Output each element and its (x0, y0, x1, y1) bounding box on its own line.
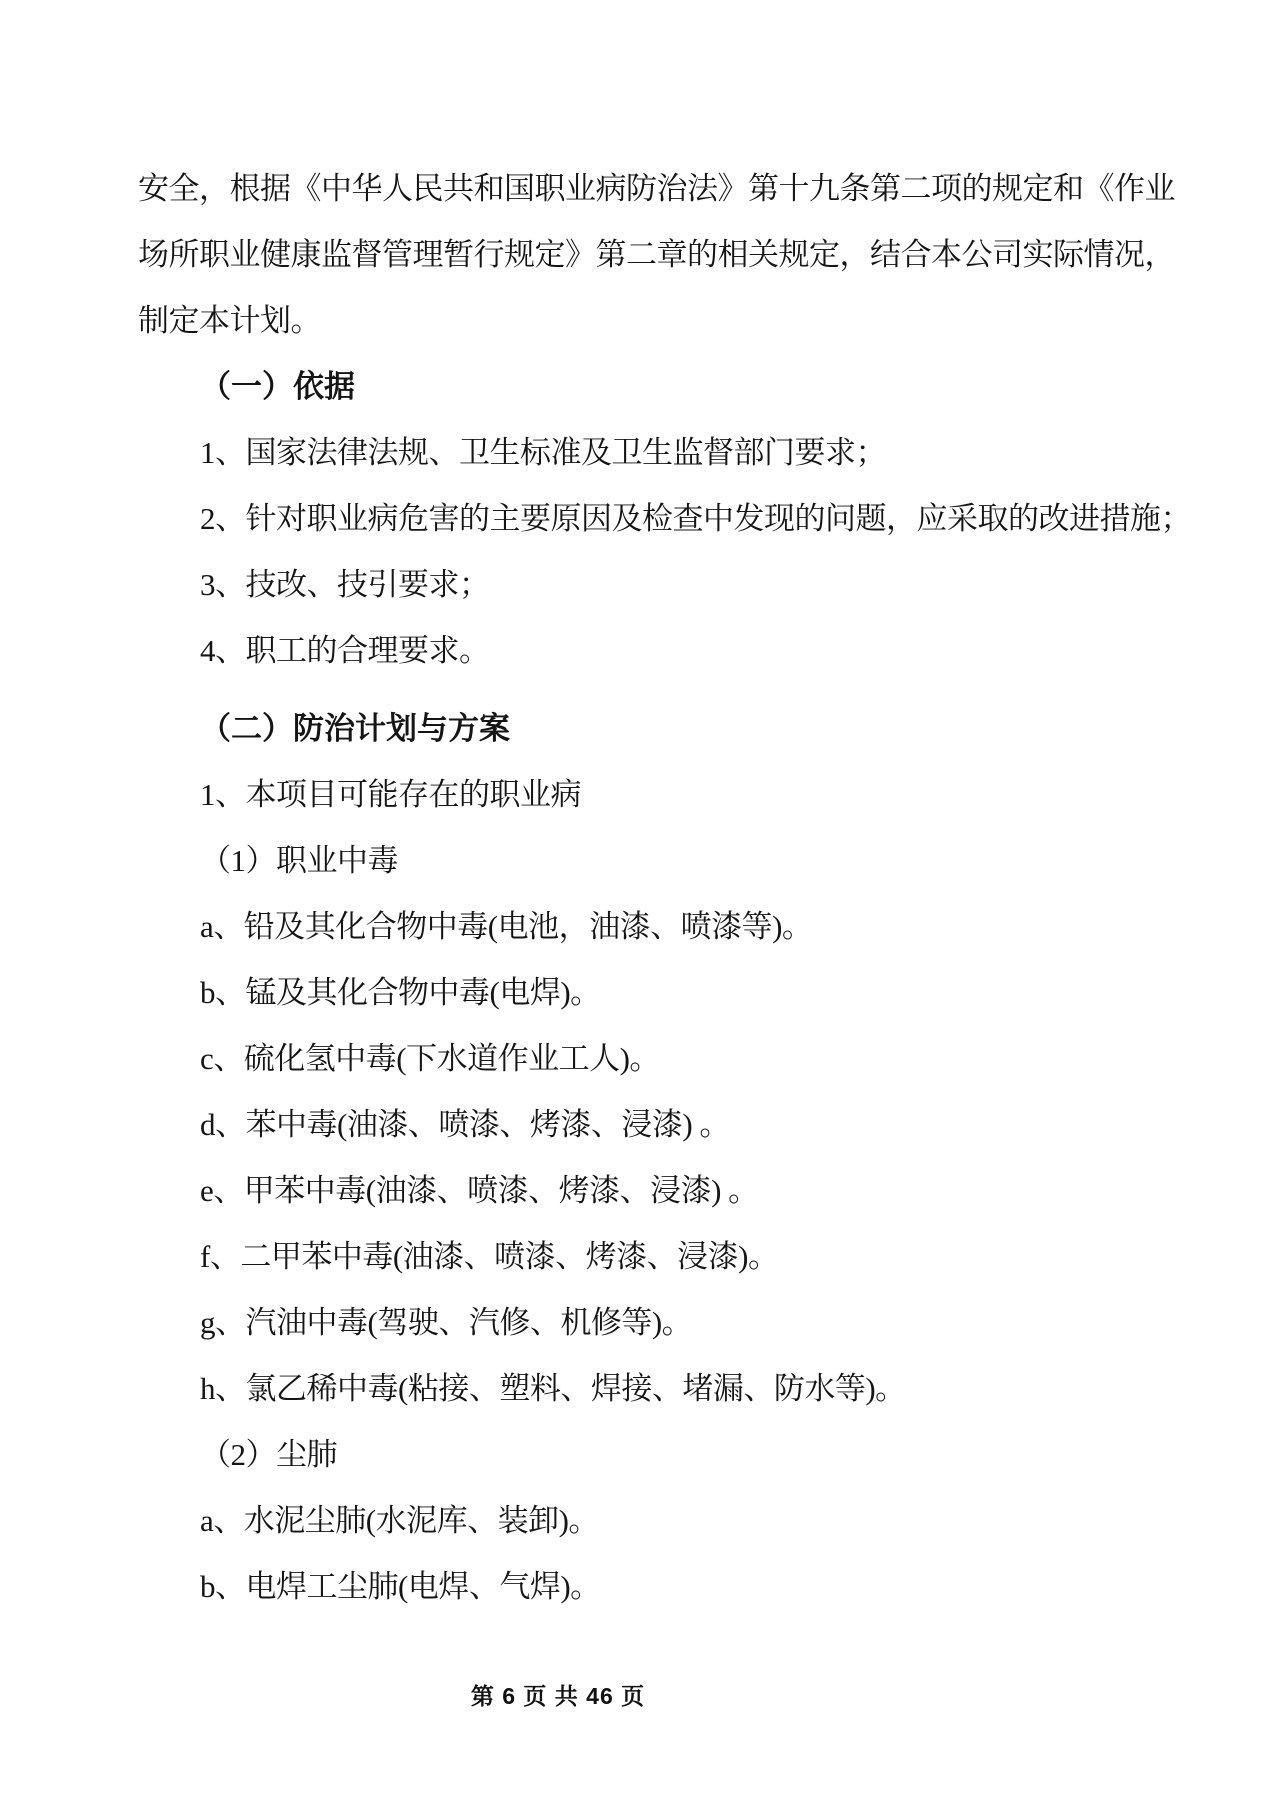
paragraph-line: 场所职业健康监督管理暂行规定》第二章的相关规定，结合本公司实际情况， (138, 237, 1175, 272)
list-item: 3、技改、技引要求； (200, 567, 490, 602)
list-item: 2、针对职业病危害的主要原因及检查中发现的问题，应采取的改进措施； (200, 501, 1191, 536)
list-item: a、水泥尘肺(水泥库、装卸)。 (200, 1503, 599, 1538)
list-item: h、氯乙稀中毒(粘接、塑料、焊接、堵漏、防水等)。 (200, 1371, 906, 1406)
list-item: （2）尘肺 (200, 1437, 337, 1472)
list-item: 1、本项目可能存在的职业病 (200, 777, 581, 812)
paragraph-line: 安全，根据《中华人民共和国职业病防治法》第十九条第二项的规定和《作业 (138, 171, 1175, 206)
list-item: a、铅及其化合物中毒(电池，油漆、喷漆等)。 (200, 909, 813, 944)
list-item: e、甲苯中毒(油漆、喷漆、烤漆、浸漆) 。 (200, 1173, 759, 1208)
list-item: （1）职业中毒 (200, 843, 398, 878)
list-item: f、二甲苯中毒(油漆、喷漆、烤漆、浸漆)。 (200, 1239, 779, 1274)
document-body (138, 156, 1191, 1620)
page-footer: 第 6 页 共 46 页 (470, 1683, 646, 1709)
section-heading-plan: （二）防治计划与方案 (200, 711, 510, 746)
section-heading-basis: （一）依据 (200, 369, 355, 404)
list-item: b、电焊工尘肺(电焊、气焊)。 (200, 1569, 601, 1604)
list-item: 4、职工的合理要求。 (200, 633, 490, 668)
paragraph-line: 制定本计划。 (138, 303, 321, 338)
list-item: g、汽油中毒(驾驶、汽修、机修等)。 (200, 1305, 693, 1340)
list-item: b、锰及其化合物中毒(电焊)。 (200, 975, 601, 1010)
list-item: 1、国家法律法规、卫生标准及卫生监督部门要求； (200, 435, 886, 470)
list-item: c、硫化氢中毒(下水道作业工人)。 (200, 1041, 660, 1076)
list-item: d、苯中毒(油漆、喷漆、烤漆、浸漆) 。 (200, 1107, 730, 1142)
